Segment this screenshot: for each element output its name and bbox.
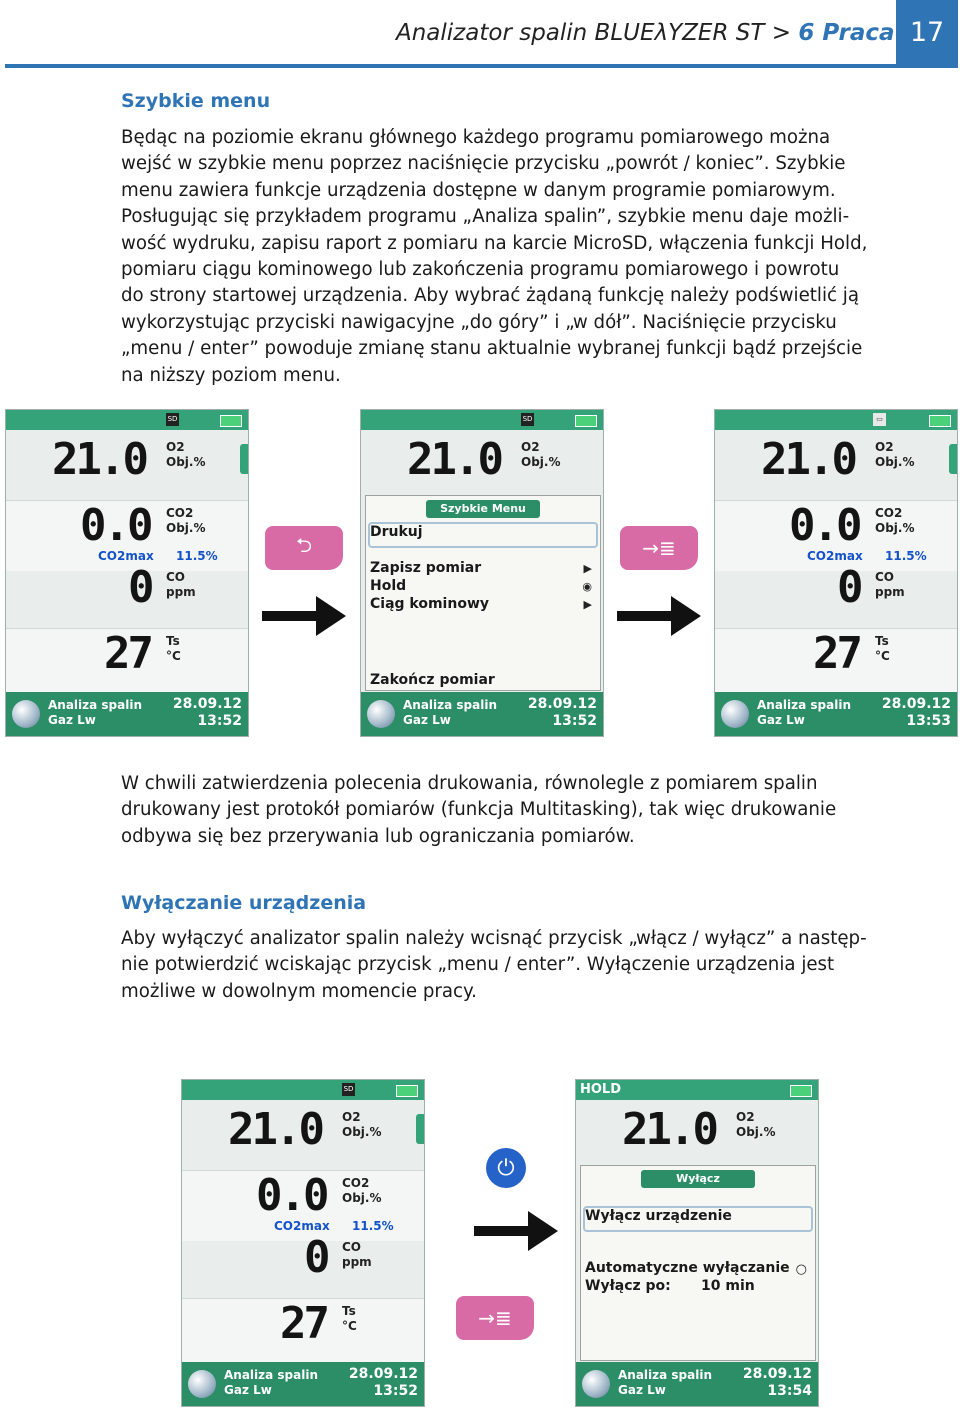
back-button[interactable] [265, 526, 343, 570]
o2-label: O2 Obj.% [166, 440, 206, 469]
co2max-value: 11.5% [885, 549, 927, 563]
status-bar [6, 410, 248, 430]
menu-item-power-off[interactable]: Wyłącz urządzenie [585, 1208, 732, 1224]
paragraph-quick-menu [121, 125, 951, 389]
text-line: „menu / enter” powoduje zmianę stanu aktualnie wybranej funkcji bądź przejście [121, 338, 863, 360]
chevron-right-icon: ▶ [583, 598, 592, 611]
co-value: 0 [128, 562, 152, 613]
text-line: na niższy poziom menu. [121, 364, 341, 386]
header-title: Analizator spalin BLUEλYZER ST > [396, 20, 791, 46]
battery-icon [790, 1085, 812, 1097]
program-name: Analiza spalin Gaz Lw [618, 1368, 713, 1397]
program-name: Analiza spalin Gaz Lw [403, 698, 498, 727]
text-line: wejść w szybkie menu poprzez naciśnięcie przycisku „powrót / koniec”. Szybkie [121, 153, 846, 175]
text-line: Posługując się przykładem programu „Analiza spalin”, szybkie menu daje możli- [121, 206, 850, 228]
menu-item-draught[interactable]: Ciąg kominowy [370, 596, 489, 612]
menu-title: Szybkie Menu [426, 500, 540, 518]
power-icon: ⏻ [497, 1155, 515, 1181]
section-heading-power-off: Wyłączanie urządzenia [121, 892, 367, 914]
text-line: wykorzystując przyciski nawigacyjne „do góry” i „w dół”. Naciśnięcie przycisku [121, 311, 837, 333]
program-bar [182, 1362, 424, 1406]
program-bar [361, 692, 603, 736]
paragraph-power-off [121, 926, 951, 1005]
globe-icon [12, 700, 40, 728]
quick-menu [365, 495, 601, 691]
menu-title: Wyłącz [641, 1170, 755, 1188]
date-time: 28.09.12 13:52 [172, 696, 242, 729]
program-name: Analiza spalin Gaz Lw [224, 1368, 319, 1397]
section-heading-quick-menu: Szybkie menu [121, 90, 271, 112]
o2-label: O2 Obj.% [342, 1110, 382, 1139]
radio-icon: ○ [795, 1262, 807, 1277]
arrow-right-icon [474, 1211, 558, 1251]
device-screen-main [5, 409, 249, 737]
ts-label: Ts °C [342, 1304, 357, 1333]
text-line: odbywa się bez przerywania lub ograniczania pomiarów. [121, 825, 635, 847]
battery-icon [220, 415, 242, 427]
running-header [396, 20, 895, 46]
globe-icon [188, 1370, 216, 1398]
menu-item-off-after[interactable]: Wyłącz po: [585, 1278, 671, 1294]
o2-label: O2 Obj.% [875, 440, 915, 469]
date-time: 28.09.12 13:52 [527, 696, 597, 729]
status-bar [182, 1080, 424, 1100]
globe-icon [367, 700, 395, 728]
device-screen-power-off [575, 1079, 819, 1407]
status-bar [576, 1080, 818, 1100]
chevron-right-icon: ▶ [583, 562, 592, 575]
co2-value: 0.0 [789, 500, 860, 551]
o2-label: O2 Obj.% [736, 1110, 776, 1139]
menu-item-auto-off[interactable]: Automatyczne wyłączanie [585, 1260, 790, 1276]
o2-value: 21.0 [228, 1104, 322, 1155]
text-line: nie potwierdzić wciskając przycisk „menu / enter”. Wyłączenie urządzenia jest [121, 954, 835, 976]
printer-icon: ▭ [873, 413, 886, 426]
battery-icon [396, 1085, 418, 1097]
text-line: Aby wyłączyć analizator spalin należy wcisnąć przycisk „włącz / wyłącz” a następ- [121, 928, 867, 949]
ts-label: Ts °C [166, 634, 181, 663]
enter-button[interactable] [620, 526, 698, 570]
program-name: Analiza spalin Gaz Lw [48, 698, 143, 727]
battery-icon [929, 415, 951, 427]
arrow-right-icon [262, 596, 346, 636]
menu-item-print[interactable]: Drukuj [370, 524, 423, 540]
menu-item-hold[interactable]: Hold [370, 578, 407, 594]
co2-value: 0.0 [256, 1170, 327, 1221]
co-label: CO ppm [342, 1240, 372, 1269]
paragraph-multitasking [121, 771, 951, 850]
co-value: 0 [837, 562, 861, 613]
program-name: Analiza spalin Gaz Lw [757, 698, 852, 727]
co2-label: CO2 Obj.% [166, 506, 206, 535]
program-bar [576, 1362, 818, 1406]
sd-card-icon: SD [342, 1083, 355, 1096]
co-label: CO ppm [875, 570, 905, 599]
off-after-value: 10 min [701, 1278, 755, 1294]
ts-label: Ts °C [875, 634, 890, 663]
radio-icon: ◉ [582, 580, 592, 593]
text-line: pomiaru ciągu kominowego lub zakończenia programu pomiarowego i powrotu [121, 259, 840, 281]
co2-label: CO2 Obj.% [875, 506, 915, 535]
device-screen-quick-menu [360, 409, 604, 737]
program-bar [715, 692, 957, 736]
enter-menu-icon: →≣ [642, 536, 676, 560]
globe-icon [721, 700, 749, 728]
o2-value: 21.0 [52, 434, 146, 485]
text-line: drukowany jest protokół pomiarów (funkcja Multitasking), tak więc drukowanie [121, 799, 837, 821]
text-line: Będąc na poziomie ekranu głównego każdego programu pomiarowego można [121, 127, 831, 148]
power-button[interactable] [486, 1148, 526, 1188]
battery-icon [575, 415, 597, 427]
enter-menu-icon: →≣ [478, 1306, 512, 1330]
scroll-tab [240, 444, 248, 474]
o2-label: O2 Obj.% [521, 440, 561, 469]
page-number: 17 [896, 0, 958, 64]
menu-item-save[interactable]: Zapisz pomiar [370, 560, 482, 576]
menu-item-end[interactable]: Zakończ pomiar [370, 672, 495, 688]
status-bar [361, 410, 603, 430]
globe-icon [582, 1370, 610, 1398]
hold-indicator: HOLD [580, 1082, 622, 1097]
o2-value: 21.0 [761, 434, 855, 485]
co-value: 0 [304, 1232, 328, 1283]
co2max-label: CO2max [98, 549, 154, 563]
ts-value: 27 [280, 1298, 327, 1349]
scroll-tab [949, 444, 957, 474]
date-time: 28.09.12 13:52 [348, 1366, 418, 1399]
co2-label: CO2 Obj.% [342, 1176, 382, 1205]
o2-value: 21.0 [622, 1104, 716, 1155]
co2max-value: 11.5% [352, 1219, 394, 1233]
power-off-menu [580, 1165, 816, 1361]
co2max-label: CO2max [807, 549, 863, 563]
program-bar [6, 692, 248, 736]
text-line: do strony startowej urządzenia. Aby wybrać żądaną funkcję należy podświetlić ją [121, 285, 859, 307]
text-line: wość wydruku, zapisu raport z pomiaru na karcie MicroSD, włączenia funkcji Hold, [121, 232, 868, 254]
ts-value: 27 [813, 628, 860, 679]
arrow-right-icon [617, 596, 701, 636]
text-line: menu zawiera funkcje urządzenia dostępne w danym programie pomiarowym. [121, 179, 836, 201]
co-label: CO ppm [166, 570, 196, 599]
date-time: 28.09.12 13:53 [881, 696, 951, 729]
co2max-value: 11.5% [176, 549, 218, 563]
header-chapter: 6 Praca [798, 20, 895, 46]
device-screen-main-2 [181, 1079, 425, 1407]
return-arrow-icon: ⮌ [295, 533, 313, 557]
scroll-tab [416, 1114, 424, 1144]
sd-card-icon: SD [166, 413, 179, 426]
o2-value: 21.0 [407, 434, 501, 485]
text-line: możliwe w dowolnym momencie pracy. [121, 980, 477, 1002]
header-rule [5, 64, 958, 68]
date-time: 28.09.12 13:54 [742, 1366, 812, 1399]
sd-card-icon: SD [521, 413, 534, 426]
enter-button[interactable] [456, 1296, 534, 1340]
text-line: W chwili zatwierdzenia polecenia drukowania, równolegle z pomiarem spalin [121, 773, 818, 794]
status-bar [715, 410, 957, 430]
co2-value: 0.0 [80, 500, 151, 551]
device-screen-printing [714, 409, 958, 737]
co2max-label: CO2max [274, 1219, 330, 1233]
ts-value: 27 [104, 628, 151, 679]
